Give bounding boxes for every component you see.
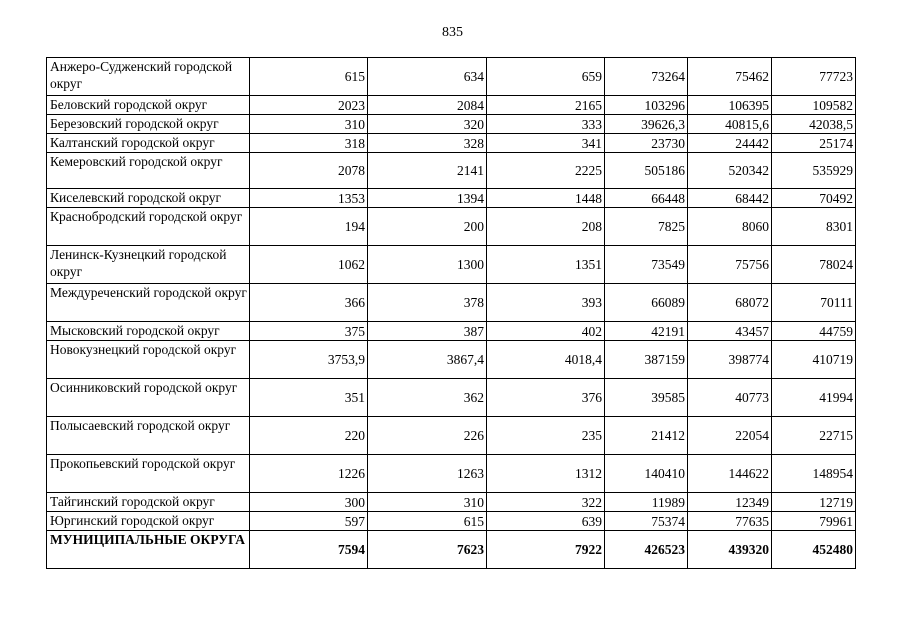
value-cell: 2023 — [250, 96, 368, 115]
value-cell: 73264 — [605, 58, 688, 96]
value-cell: 148954 — [772, 455, 856, 493]
district-name-cell: Анжеро-Судженский городской округ — [47, 58, 250, 96]
data-table — [46, 57, 856, 569]
value-cell: 144622 — [688, 455, 772, 493]
table-row — [47, 322, 856, 341]
value-cell: 42191 — [605, 322, 688, 341]
district-name-cell: Мысковский городской округ — [47, 322, 250, 341]
value-cell: 402 — [487, 322, 605, 341]
table-row — [47, 58, 856, 96]
value-cell: 1394 — [368, 189, 487, 208]
value-cell: 103296 — [605, 96, 688, 115]
value-cell: 376 — [487, 379, 605, 417]
value-cell: 4018,4 — [487, 341, 605, 379]
value-cell: 1300 — [368, 246, 487, 284]
district-name-cell: Осинниковский городской округ — [47, 379, 250, 417]
value-cell: 310 — [250, 115, 368, 134]
value-cell: 375 — [250, 322, 368, 341]
value-cell: 75374 — [605, 512, 688, 531]
district-name-cell: Полысаевский городской округ — [47, 417, 250, 455]
value-cell: 39585 — [605, 379, 688, 417]
value-cell: 23730 — [605, 134, 688, 153]
value-cell: 341 — [487, 134, 605, 153]
district-name-cell: Краснобродский городской округ — [47, 208, 250, 246]
value-cell: 1226 — [250, 455, 368, 493]
value-cell: 426523 — [605, 531, 688, 569]
district-name-cell: Киселевский городской округ — [47, 189, 250, 208]
value-cell: 68072 — [688, 284, 772, 322]
value-cell: 300 — [250, 493, 368, 512]
table-row — [47, 189, 856, 208]
value-cell: 8301 — [772, 208, 856, 246]
value-cell: 615 — [368, 512, 487, 531]
value-cell: 40773 — [688, 379, 772, 417]
value-cell: 615 — [250, 58, 368, 96]
value-cell: 11989 — [605, 493, 688, 512]
district-name-cell: Березовский городской округ — [47, 115, 250, 134]
value-cell: 520342 — [688, 153, 772, 189]
value-cell: 106395 — [688, 96, 772, 115]
value-cell: 109582 — [772, 96, 856, 115]
value-cell: 410719 — [772, 341, 856, 379]
value-cell: 40815,6 — [688, 115, 772, 134]
value-cell: 387 — [368, 322, 487, 341]
value-cell: 3867,4 — [368, 341, 487, 379]
value-cell: 320 — [368, 115, 487, 134]
value-cell: 387159 — [605, 341, 688, 379]
value-cell: 639 — [487, 512, 605, 531]
value-cell: 7922 — [487, 531, 605, 569]
value-cell: 1263 — [368, 455, 487, 493]
table-row — [47, 512, 856, 531]
district-name-cell: Ленинск-Кузнецкий городской округ — [47, 246, 250, 284]
value-cell: 220 — [250, 417, 368, 455]
value-cell: 235 — [487, 417, 605, 455]
value-cell: 310 — [368, 493, 487, 512]
value-cell: 77723 — [772, 58, 856, 96]
district-name-cell: МУНИЦИПАЛЬНЫЕ ОКРУГА — [47, 531, 250, 569]
value-cell: 194 — [250, 208, 368, 246]
value-cell: 12719 — [772, 493, 856, 512]
value-cell: 75756 — [688, 246, 772, 284]
table-row — [47, 493, 856, 512]
value-cell: 351 — [250, 379, 368, 417]
value-cell: 7594 — [250, 531, 368, 569]
value-cell: 70111 — [772, 284, 856, 322]
value-cell: 452480 — [772, 531, 856, 569]
table-row — [47, 115, 856, 134]
value-cell: 41994 — [772, 379, 856, 417]
value-cell: 7825 — [605, 208, 688, 246]
value-cell: 22054 — [688, 417, 772, 455]
value-cell: 505186 — [605, 153, 688, 189]
district-name-cell: Новокузнецкий городской округ — [47, 341, 250, 379]
value-cell: 366 — [250, 284, 368, 322]
table-row — [47, 379, 856, 417]
table-row — [47, 208, 856, 246]
value-cell: 75462 — [688, 58, 772, 96]
value-cell: 1353 — [250, 189, 368, 208]
table-row — [47, 455, 856, 493]
value-cell: 208 — [487, 208, 605, 246]
value-cell: 22715 — [772, 417, 856, 455]
table-row — [47, 96, 856, 115]
table-row — [47, 246, 856, 284]
value-cell: 535929 — [772, 153, 856, 189]
value-cell: 2225 — [487, 153, 605, 189]
value-cell: 24442 — [688, 134, 772, 153]
value-cell: 66089 — [605, 284, 688, 322]
value-cell: 70492 — [772, 189, 856, 208]
value-cell: 659 — [487, 58, 605, 96]
table-row — [47, 341, 856, 379]
value-cell: 42038,5 — [772, 115, 856, 134]
value-cell: 2078 — [250, 153, 368, 189]
value-cell: 73549 — [605, 246, 688, 284]
value-cell: 2165 — [487, 96, 605, 115]
value-cell: 77635 — [688, 512, 772, 531]
value-cell: 597 — [250, 512, 368, 531]
table-row — [47, 417, 856, 455]
district-name-cell: Прокопьевский городской округ — [47, 455, 250, 493]
district-name-cell: Юргинский городской округ — [47, 512, 250, 531]
table-row — [47, 284, 856, 322]
value-cell: 439320 — [688, 531, 772, 569]
value-cell: 200 — [368, 208, 487, 246]
value-cell: 78024 — [772, 246, 856, 284]
value-cell: 3753,9 — [250, 341, 368, 379]
value-cell: 12349 — [688, 493, 772, 512]
value-cell: 328 — [368, 134, 487, 153]
value-cell: 1312 — [487, 455, 605, 493]
value-cell: 44759 — [772, 322, 856, 341]
value-cell: 322 — [487, 493, 605, 512]
district-name-cell: Междуреченский городской округ — [47, 284, 250, 322]
table-row — [47, 153, 856, 189]
total-row — [47, 531, 856, 569]
value-cell: 362 — [368, 379, 487, 417]
district-name-cell: Кемеровский городской округ — [47, 153, 250, 189]
value-cell: 7623 — [368, 531, 487, 569]
value-cell: 1351 — [487, 246, 605, 284]
value-cell: 39626,3 — [605, 115, 688, 134]
value-cell: 398774 — [688, 341, 772, 379]
value-cell: 21412 — [605, 417, 688, 455]
value-cell: 333 — [487, 115, 605, 134]
value-cell: 226 — [368, 417, 487, 455]
value-cell: 68442 — [688, 189, 772, 208]
value-cell: 634 — [368, 58, 487, 96]
value-cell: 393 — [487, 284, 605, 322]
value-cell: 2084 — [368, 96, 487, 115]
district-name-cell: Беловский городской округ — [47, 96, 250, 115]
value-cell: 2141 — [368, 153, 487, 189]
page-number: 835 — [442, 25, 463, 40]
value-cell: 25174 — [772, 134, 856, 153]
value-cell: 79961 — [772, 512, 856, 531]
value-cell: 66448 — [605, 189, 688, 208]
table-row — [47, 134, 856, 153]
value-cell: 43457 — [688, 322, 772, 341]
district-name-cell: Калтанский городской округ — [47, 134, 250, 153]
value-cell: 1062 — [250, 246, 368, 284]
value-cell: 140410 — [605, 455, 688, 493]
value-cell: 378 — [368, 284, 487, 322]
district-name-cell: Тайгинский городской округ — [47, 493, 250, 512]
value-cell: 318 — [250, 134, 368, 153]
value-cell: 8060 — [688, 208, 772, 246]
value-cell: 1448 — [487, 189, 605, 208]
